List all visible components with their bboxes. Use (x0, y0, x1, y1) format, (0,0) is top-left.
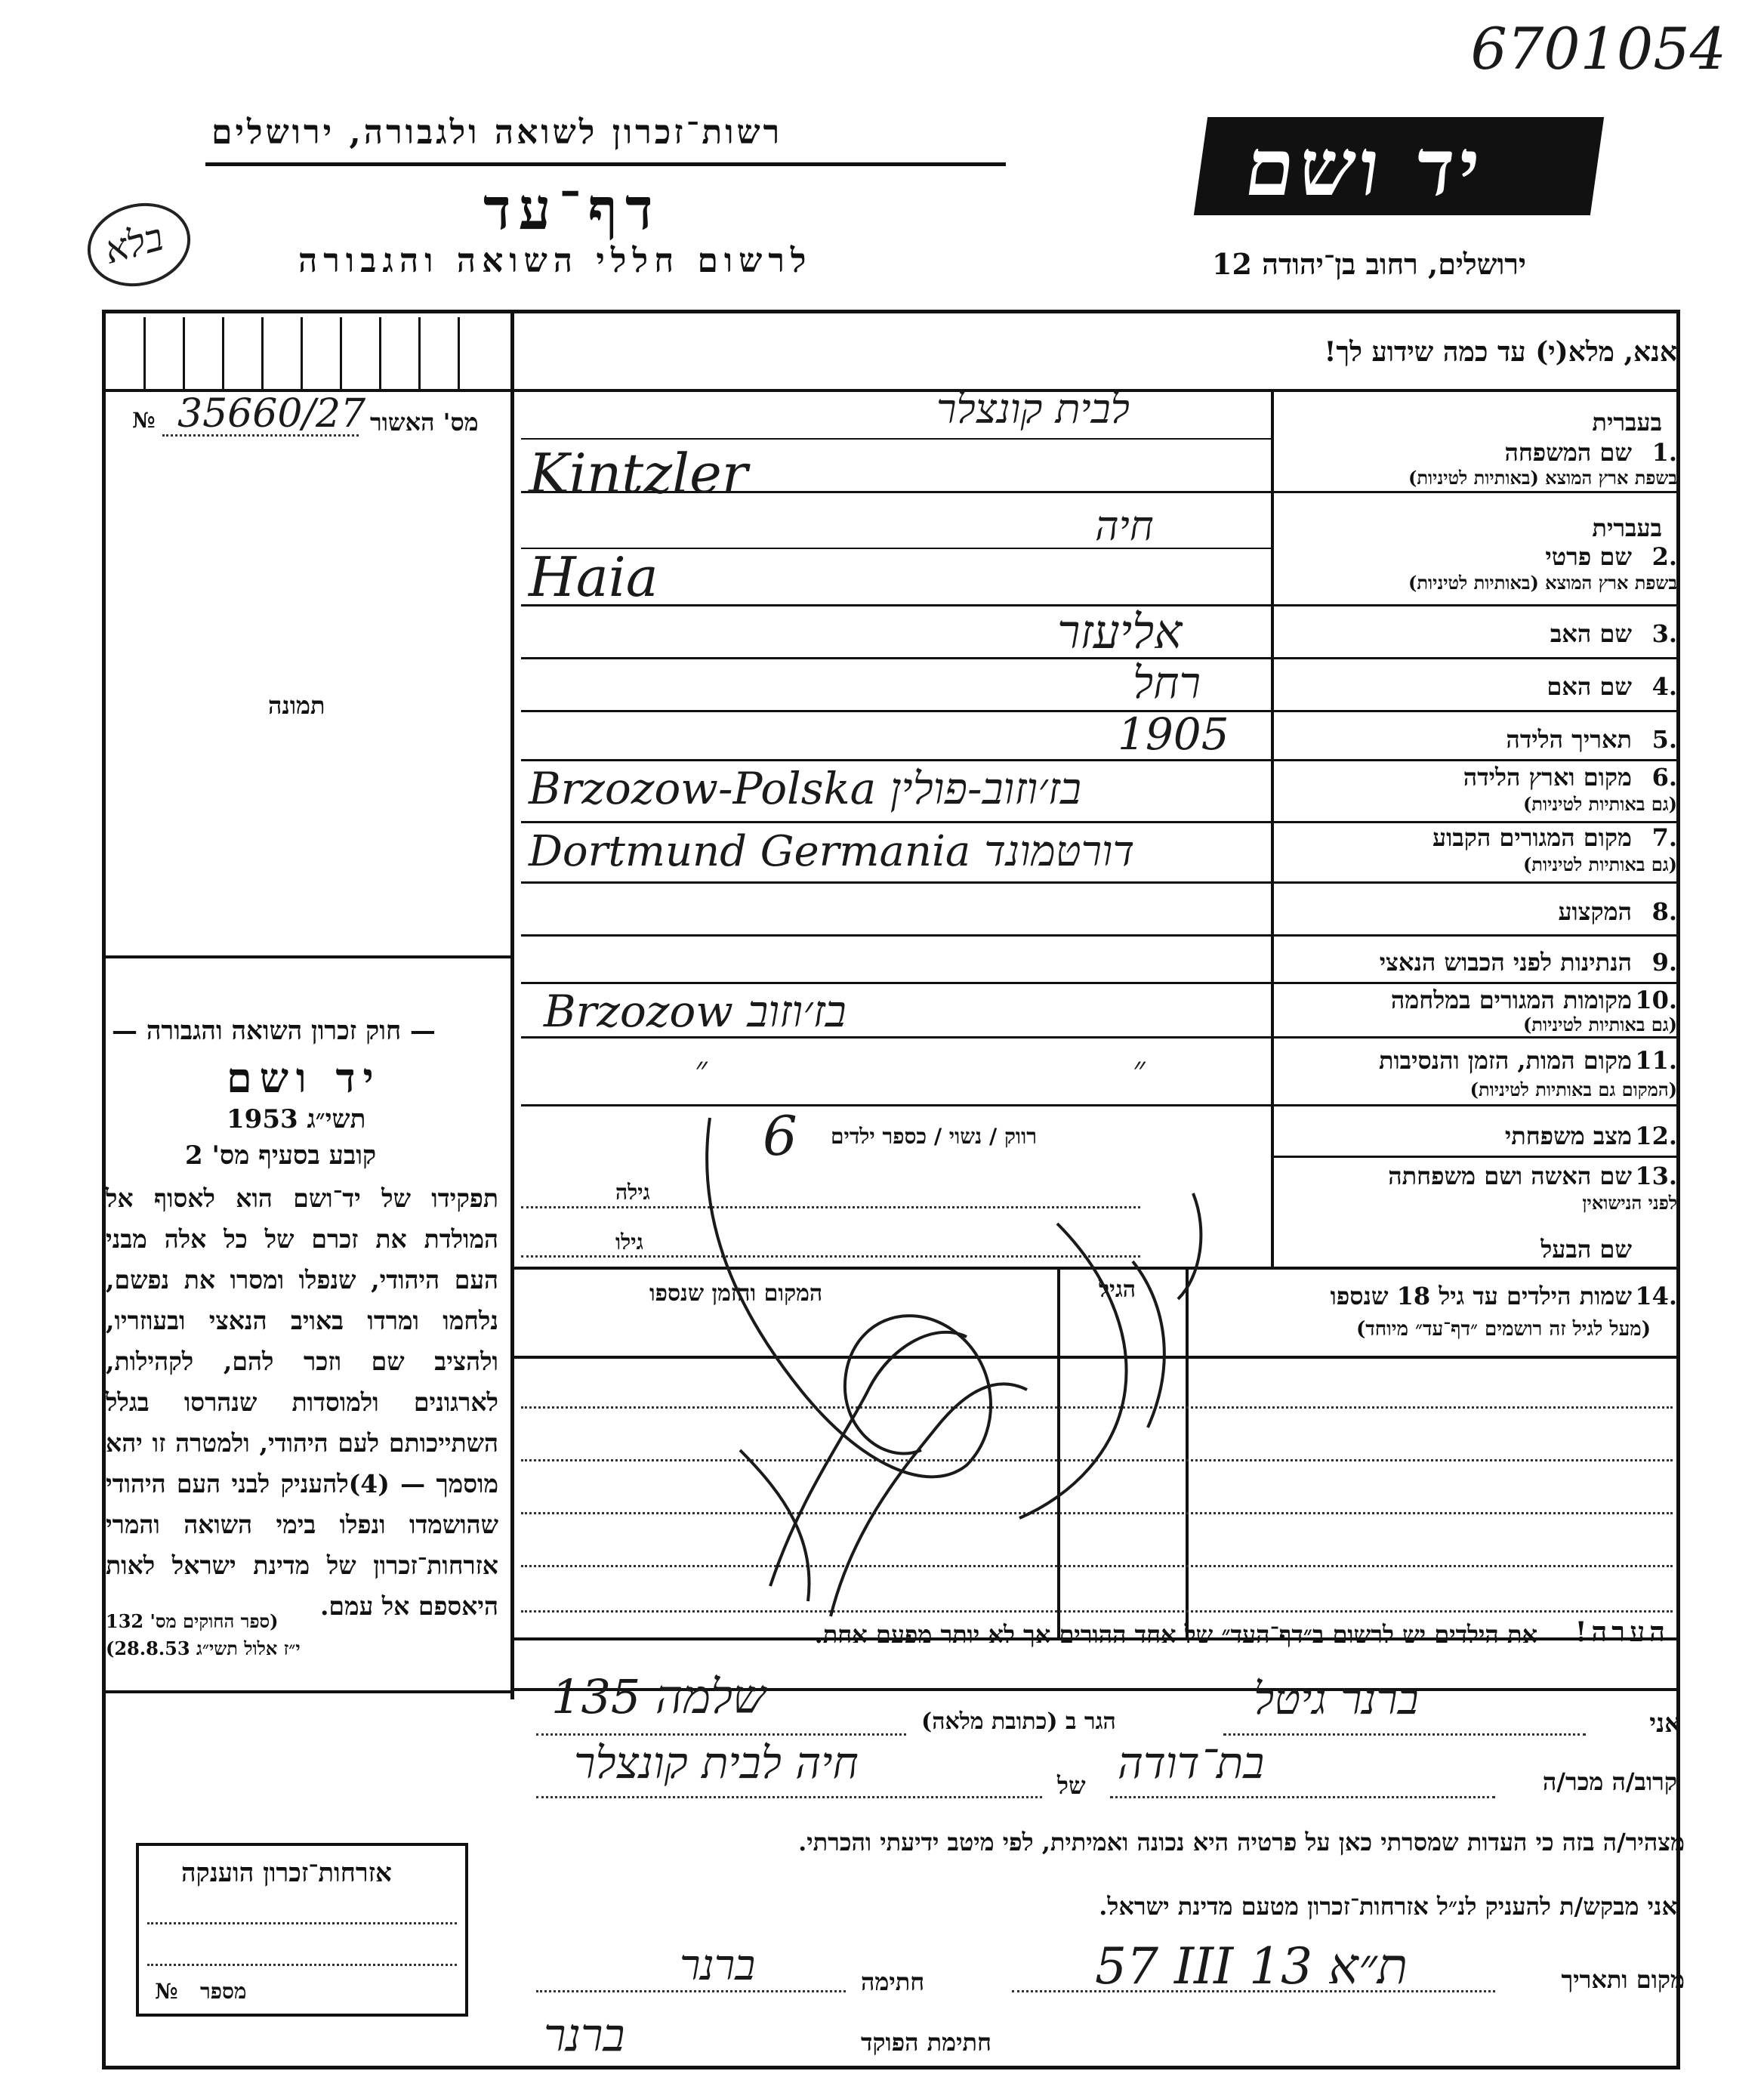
husband-label: שם הבעל (1540, 1235, 1632, 1264)
photo-label: תמונה (268, 691, 325, 720)
field-1-sub: בשפת ארץ המוצא (באותיות לטיניות) (1408, 467, 1677, 489)
field-13-label: שם האשה ושם משפחתה (1388, 1162, 1632, 1190)
field-5-num: 5. (1651, 725, 1677, 754)
decl-signature-value[interactable]: ברנר (680, 1941, 756, 1990)
field-13-num: 13. (1635, 1162, 1677, 1190)
law-box-bottom (104, 1690, 512, 1693)
field-7-num: 7. (1651, 823, 1677, 852)
field-3-num: 3. (1651, 619, 1677, 648)
authority-underline (205, 162, 1006, 166)
law-body: תפקידו של יד־ושם הוא לאסוף אל המולדת את זכרם של כל אלה מבני העם היהודי, שנפלו ומסרו את נפשם, נלחמו ומרדו באויב הנאצי ובעוזריו, ולהציב שם וזכר להם, לקהילות, לארגונים ולמוסדות שנהרסו בגלל השתייכותם לעם היהודי, ולמטרה זו יהא מוסמך — (4)להעניק לבני העם היהודי שהושמדו ונפלו בימי השואה והמרי אזרחות־זכרון של מדינת ישראל לאות היאספם אל עמם. (106, 1184, 499, 1621)
address: ירושלים, רחוב בן־יהודה 12 (1212, 247, 1526, 281)
citizenship-line-2 (147, 1964, 457, 1966)
children-num: 14. (1635, 1282, 1677, 1310)
field-6-label: מקום וארץ הלידה (1463, 763, 1632, 792)
field-10-label: מקומות המגורים במלחמה (1390, 986, 1632, 1014)
approval-number-value[interactable]: 35660/27 (177, 391, 366, 437)
field-4-label: שם האם (1547, 672, 1632, 701)
scribble-mark (680, 1072, 1284, 1647)
field-5-label: תאריך הלידה (1506, 725, 1632, 754)
children-col-place: המקום והזמן שנספו (649, 1280, 823, 1307)
field-10-num: 10. (1635, 986, 1677, 1014)
law-name: יד ושם (227, 1054, 381, 1102)
field-2-sub: בשפת ארץ המוצא (באותיות לטיניות) (1408, 572, 1677, 594)
note-label: הערה! (1574, 1616, 1670, 1648)
decl-of-value[interactable]: חיה לבית קונצלר (574, 1737, 859, 1789)
field-5-value[interactable]: 1905 (1118, 708, 1229, 760)
field-11-value-left[interactable]: ״ (695, 1050, 708, 1088)
decl-official-value[interactable]: ברנר (544, 2009, 625, 2062)
logo-text: יד ושם (1239, 121, 1491, 214)
field-6-value[interactable]: Brzozow-Polska בז׳וזוב-פולין (529, 763, 1081, 814)
husband-age-label: גילו (615, 1230, 643, 1255)
field-1-num: 1. (1651, 438, 1677, 467)
decl-ani: אני (1649, 1708, 1681, 1739)
field-1-label: שם המשפחה (1504, 438, 1632, 467)
photo-bottom-line (104, 955, 512, 958)
field-10-sub: (גם באותיות לטיניות) (1522, 1014, 1677, 1035)
field-6-num: 6. (1651, 763, 1677, 792)
decl-address-value[interactable]: שלמה 135 (551, 1669, 766, 1724)
field-10-value[interactable]: Brzozow בז׳וזוב (544, 986, 847, 1037)
law-title: — חוק זכרון השואה והגבורה — (112, 1016, 436, 1046)
archive-number: 6701054 (1470, 15, 1726, 82)
field-12-num: 12. (1635, 1122, 1677, 1150)
marital-options: רווק / נשוי / כספר ילדים (831, 1124, 1038, 1149)
citizenship-line-1 (147, 1922, 457, 1924)
decl-resides-label: הגר ב (כתובת מלאה) (921, 1708, 1116, 1735)
field-1-hebrew: בעברית (1592, 408, 1662, 437)
field-7-label: מקום המגורים הקבוע (1432, 823, 1632, 852)
field-12-label: מצב משפחתי (1504, 1122, 1632, 1150)
field-11-num: 11. (1635, 1046, 1677, 1075)
decl-relation-value[interactable]: בת־דודה (1118, 1737, 1265, 1789)
instruction: אנא, מלא(י) עד כמה שידוע לך! (1324, 336, 1677, 368)
decl-date-value[interactable]: 57 III 13 ת״א (1095, 1937, 1408, 1995)
field-2-value-latin[interactable]: Haia (529, 545, 658, 609)
corner-mark (78, 192, 199, 298)
field-11-sub: (המקום גם באותיות לטיניות) (1469, 1079, 1677, 1100)
children-sub: (מעל לגיל זה רושמים ״דף־עד״ מיוחד) (1355, 1318, 1651, 1341)
citizenship-no: № (155, 1979, 178, 2004)
wife-age-label: גילה (615, 1180, 650, 1205)
field-4-num: 4. (1651, 672, 1677, 701)
law-citation-2: י״ז אלול תשי״ג 28.8.53) (106, 1637, 301, 1659)
decl-place-date-label: מקום ותאריך (1561, 1965, 1685, 1994)
field-1-value-latin[interactable]: Kintzler (529, 442, 748, 505)
decl-signature-label: חתימה (861, 1968, 925, 1996)
decl-statement: מצהיר/ה בזה כי העדות שמסרתי כאן על פרטיה היא נכונה ואמיתית, לפי מיטב ידיעתי והכרתי. (798, 1828, 1685, 1856)
field-2-value-hebrew[interactable]: חיה (1095, 502, 1154, 550)
field-7-value[interactable]: Dortmund Germania דורטמונד (529, 827, 1135, 876)
field-13-sub: לפני הנישואין (1582, 1192, 1677, 1214)
field-6-sub: (גם באותיות לטיניות) (1522, 793, 1677, 815)
decl-of-label: של (1057, 1771, 1086, 1800)
note-text: את הילדים יש לרשום ב״דף־העד״ של אחד ההורים אך לא יותר מפעם אחת. (814, 1620, 1537, 1649)
decl-relative-label: קרוב/ה מכר/ה (1542, 1767, 1677, 1796)
corner-mark-text: בלא (100, 214, 168, 273)
left-column-divider (510, 310, 514, 1699)
field-3-value[interactable]: אליעזר (1057, 604, 1183, 659)
approval-label: מס' האשור (370, 408, 479, 437)
children-label: שמות הילדים עד גיל 18 שנספו (1330, 1282, 1632, 1310)
field-3-label: שם האב (1550, 619, 1632, 648)
decl-official-label: חתימת הפוקד (861, 2028, 991, 2057)
field-8-num: 8. (1651, 897, 1677, 926)
field-11-value-right[interactable]: ״ (1133, 1050, 1146, 1088)
field-9-num: 9. (1651, 948, 1677, 977)
decl-name-value[interactable]: ברנר גיטל (1254, 1673, 1419, 1724)
authority-heading: רשות־זכרון לשואה ולגבורה, ירושלים (211, 113, 783, 152)
form-subtitle: לרשום חללי השואה והגבורה (298, 242, 813, 280)
approval-no-symbol: № (132, 408, 156, 433)
field-1-value-hebrew[interactable]: לבית קונצלר (936, 385, 1130, 433)
law-citation-1: (ספר החוקים מס' 132 (106, 1610, 279, 1632)
citizenship-title: אזרחות־זכרון הוענקה (181, 1858, 392, 1888)
law-year: תשי״ג 1953 (227, 1104, 366, 1134)
field-2-hebrew: בעברית (1592, 514, 1662, 542)
field-2-label: שם פרטי (1545, 542, 1632, 571)
citizenship-number-label: מספר (200, 1979, 247, 2004)
field-9-label: הנתינות לפני הכבוש הנאצי (1379, 948, 1632, 977)
field-4-value[interactable]: רחל (1133, 657, 1201, 708)
field-11-label: מקום המות, הזמן והנסיבות (1378, 1046, 1632, 1075)
field-2-num: 2. (1651, 542, 1677, 571)
yad-vashem-logo (1194, 117, 1604, 215)
field-12-value[interactable]: 6 (763, 1104, 797, 1168)
field-8-label: המקצוע (1558, 897, 1632, 926)
children-col-age: הגיל (1099, 1276, 1136, 1303)
decl-request: אני מבקש/ת להעניק לנ״ל אזרחות־זכרון מטעם מדינת ישראל. (1099, 1892, 1677, 1921)
law-section: קובע בסעיף מס' 2 (185, 1140, 377, 1171)
form-title: דף־עד (483, 175, 661, 242)
field-7-sub: (גם באותיות לטיניות) (1522, 853, 1677, 875)
